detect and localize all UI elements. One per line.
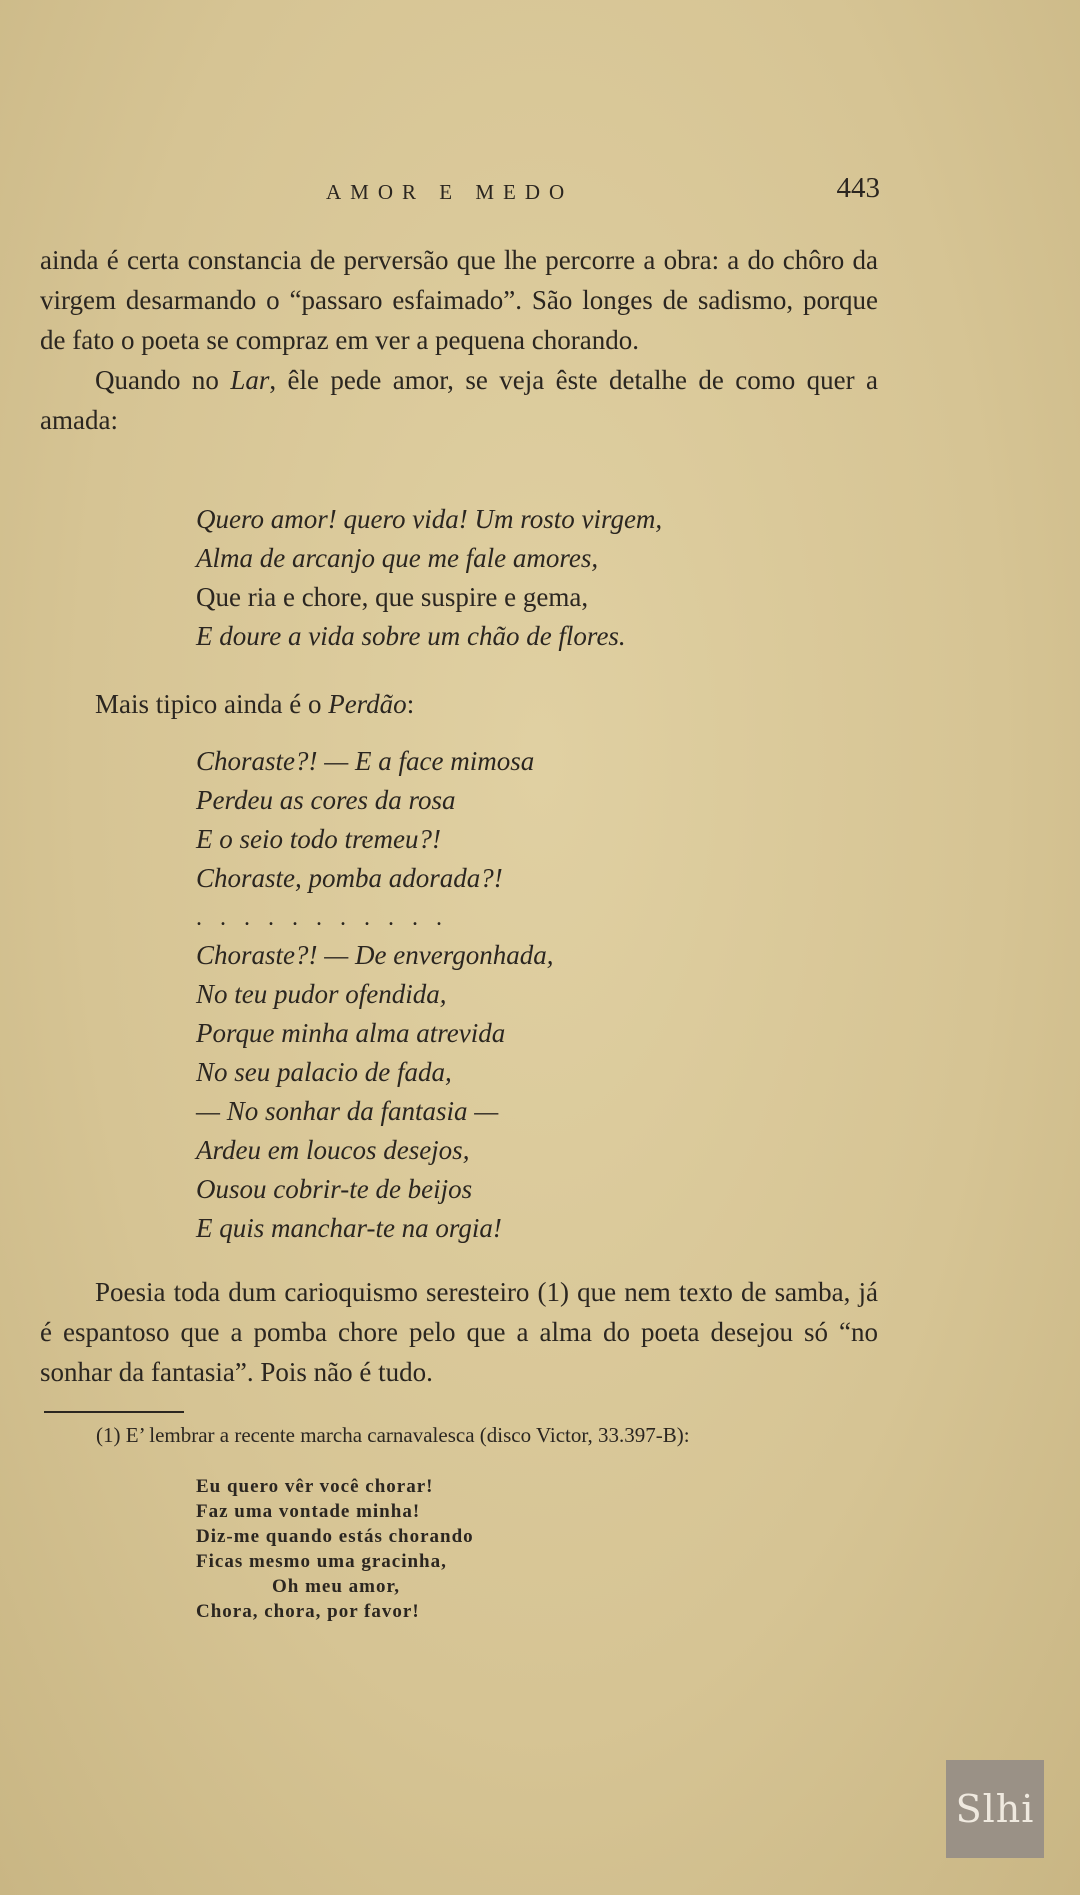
poem-perdao-stanza-1	[196, 742, 534, 898]
page-number: 443	[836, 172, 880, 204]
verse-line: No seu palacio de fada,	[196, 1057, 452, 1087]
verse-line: Porque minha alma atrevida	[196, 1018, 506, 1048]
paragraph-3-text	[40, 684, 878, 724]
lyric-line: Faz uma vontade minha!	[196, 1501, 421, 1522]
paragraph-3	[40, 684, 878, 724]
paragraph-2-post: , êle pede amor, se veja êste detalhe de como quer a amada:	[40, 365, 879, 435]
verse-line: E quis manchar-te na orgia!	[196, 1213, 502, 1243]
verse-line: Choraste?! — E a face mimosa	[196, 746, 535, 776]
paragraph-1-text: ainda é certa constancia de perversão que lhe percorre a obra: a do chôro da virgem desarmando o “passaro esfaimado”. São longes de sadismo, porque de fato o poeta se compraz em ver a pequena chorando.	[40, 245, 878, 355]
verse-line: Que ria e chore, que suspire e gema,	[196, 582, 589, 612]
verse-line: Alma de arcanjo que me fale amores,	[196, 543, 599, 573]
verse-line: E o seio todo tremeu?!	[196, 824, 441, 854]
lyric-line: Chora, chora, por favor!	[196, 1601, 420, 1622]
verse-line: — No sonhar da fantasia —	[196, 1096, 499, 1126]
verse-line: No teu pudor ofendida,	[196, 979, 447, 1009]
verse-line: Ousou cobrir-te de beijos	[196, 1174, 473, 1204]
paragraph-3-pre: Mais tipico ainda é o	[95, 689, 329, 719]
running-head	[40, 172, 880, 212]
paragraph-3-post: :	[406, 689, 415, 719]
paragraph-2-pre: Quando no	[95, 365, 231, 395]
footnote-rule	[44, 1411, 184, 1413]
verse-line: Choraste?! — De envergonhada,	[196, 940, 554, 970]
verse-ellipsis: ...........	[196, 905, 460, 931]
poem-lar	[196, 500, 662, 656]
footnote-lyrics	[196, 1474, 474, 1624]
footnote-intro-text: (1) E’ lembrar a recente marcha carnavalesca (disco Victor, 33.397-B):	[96, 1423, 690, 1447]
running-title: AMOR E MEDO	[326, 180, 574, 204]
paragraph-4-text: Poesia toda dum carioquismo seresteiro (1) que nem texto de samba, já é espantoso que a pomba chore pelo que a alma do poeta desejou só “no sonhar da fantasia”. Pois não é tudo.	[40, 1277, 878, 1387]
verse-line: E doure a vida sobre um chão de flores.	[196, 621, 626, 651]
paragraph-2	[40, 360, 878, 440]
lyric-line: Oh meu amor,	[272, 1576, 400, 1597]
footnote-intro	[40, 1422, 880, 1449]
lyric-line: Diz-me quando estás chorando	[196, 1526, 474, 1547]
lyric-line: Eu quero vêr você chorar!	[196, 1476, 434, 1497]
poem-title-perdao: Perdão	[328, 689, 407, 719]
verse-line: Perdeu as cores da rosa	[196, 785, 456, 815]
poem-perdao-stanza-2	[196, 936, 553, 1248]
verse-line: Ardeu em loucos desejos,	[196, 1135, 470, 1165]
poem-title-lar: Lar	[230, 365, 270, 395]
paragraph-4	[40, 1272, 878, 1392]
paragraph-1	[40, 240, 878, 440]
verse-line: Choraste, pomba adorada?!	[196, 863, 503, 893]
library-stamp-logo: Slhi	[946, 1760, 1044, 1858]
lyric-line: Ficas mesmo uma gracinha,	[196, 1551, 447, 1572]
verse-line: Quero amor! quero vida! Um rosto virgem,	[196, 504, 663, 534]
